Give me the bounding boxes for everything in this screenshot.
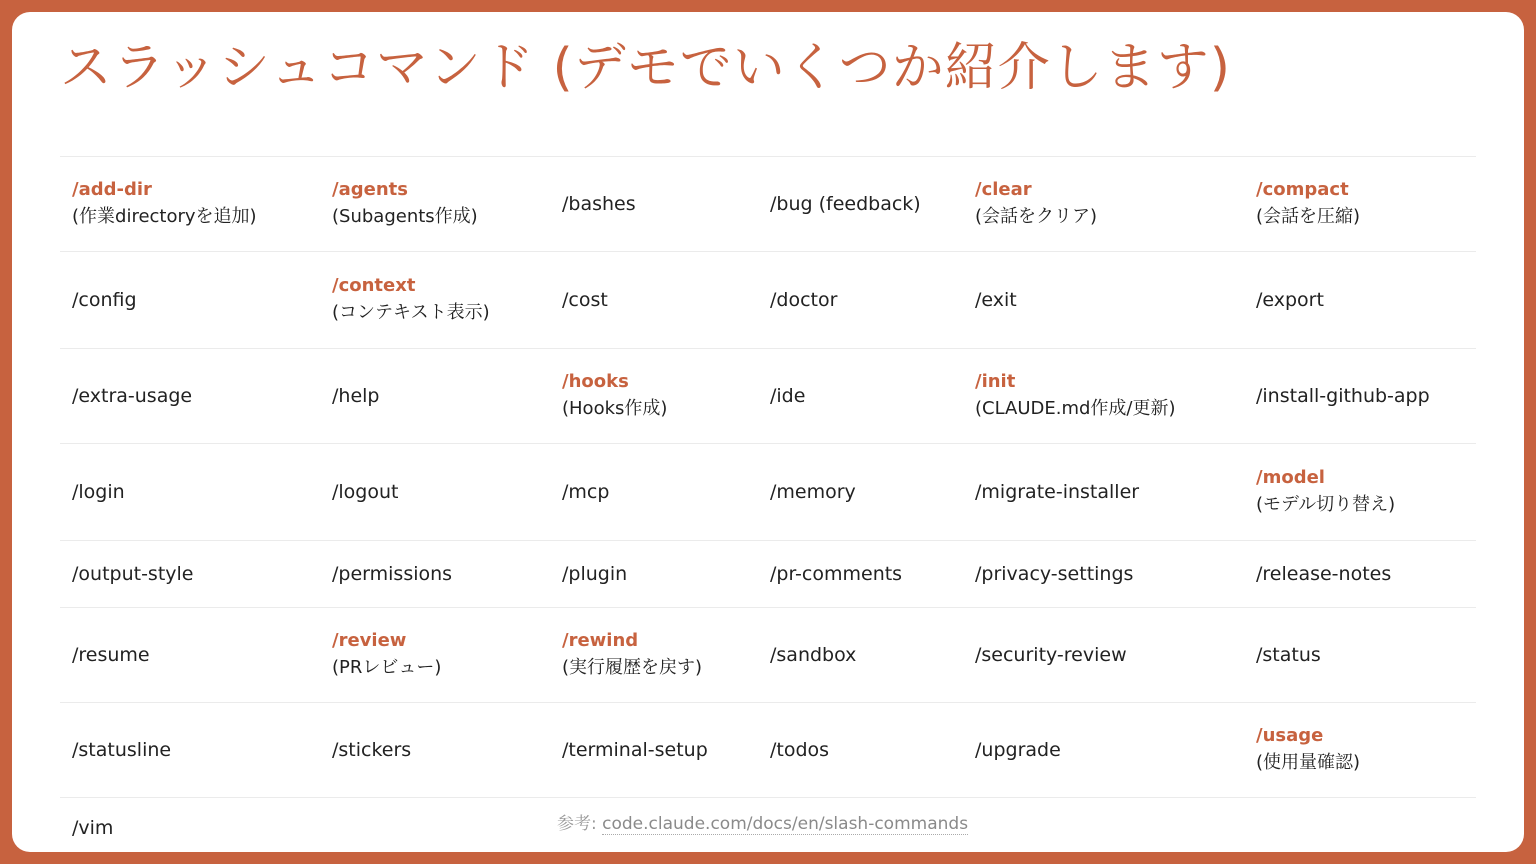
command-name: /memory (770, 481, 856, 503)
command-cell (758, 349, 963, 443)
command-cell (320, 608, 550, 702)
command-table (60, 156, 1476, 852)
command-cell (60, 798, 320, 852)
command-cell (758, 608, 963, 702)
command-name: /privacy-settings (975, 563, 1134, 585)
command-name: /extra-usage (72, 385, 193, 407)
command-cell (550, 252, 758, 348)
command-name: /bug (feedback) (770, 193, 921, 215)
command-cell (60, 349, 320, 443)
command-name: /terminal-setup (562, 739, 708, 761)
command-cell (60, 608, 320, 702)
command-description: (作業directoryを追加) (72, 206, 257, 227)
command-name: /review (332, 630, 407, 651)
command-description: (実行履歴を戻す) (562, 657, 703, 678)
command-description: (コンテキスト表示) (332, 302, 490, 323)
command-name: /doctor (770, 289, 838, 311)
command-cell (60, 541, 320, 607)
command-name: /compact (1256, 179, 1349, 200)
command-name: /exit (975, 289, 1017, 311)
command-name: /pr-comments (770, 563, 903, 585)
command-description: (使用量確認) (1256, 752, 1361, 773)
command-cell (1244, 608, 1476, 702)
command-name: /usage (1256, 725, 1324, 746)
command-cell (320, 444, 550, 540)
command-cell (320, 252, 550, 348)
command-description: (Subagents作成) (332, 206, 478, 227)
command-name: /release-notes (1256, 563, 1392, 585)
table-row (60, 444, 1476, 541)
table-row (60, 252, 1476, 349)
table-row (60, 703, 1476, 798)
command-name: /stickers (332, 739, 412, 761)
command-cell (963, 608, 1244, 702)
command-name: /logout (332, 481, 399, 503)
source-link[interactable]: code.claude.com/docs/en/slash-commands (602, 814, 969, 834)
command-name: /export (1256, 289, 1324, 311)
command-name: /sandbox (770, 644, 857, 666)
slide (12, 12, 1524, 852)
command-cell (60, 252, 320, 348)
source-note (557, 809, 968, 834)
command-cell (758, 444, 963, 540)
command-cell (963, 541, 1244, 607)
command-name: /ide (770, 385, 806, 407)
command-name: /permissions (332, 563, 453, 585)
command-name: /add-dir (72, 179, 152, 200)
command-cell (320, 541, 550, 607)
command-cell (758, 703, 963, 797)
command-name: /status (1256, 644, 1321, 666)
command-name: /bashes (562, 193, 636, 215)
command-cell (550, 444, 758, 540)
command-name: /resume (72, 644, 150, 666)
command-cell (550, 541, 758, 607)
command-cell (758, 541, 963, 607)
table-row (60, 349, 1476, 444)
command-name: /statusline (72, 739, 172, 761)
command-name: /clear (975, 179, 1032, 200)
command-cell (1244, 157, 1476, 251)
table-row (60, 157, 1476, 252)
command-name: /output-style (72, 563, 194, 585)
command-name: /agents (332, 179, 408, 200)
table-row (60, 541, 1476, 608)
command-name: /init (975, 371, 1016, 392)
command-description: (会話を圧縮) (1256, 206, 1361, 227)
command-name: /config (72, 289, 137, 311)
command-name: /model (1256, 467, 1325, 488)
table-row (60, 608, 1476, 703)
command-cell (963, 157, 1244, 251)
command-cell (60, 703, 320, 797)
page-title: スラッシュコマンド (デモでいくつか紹介します) (60, 38, 1232, 98)
command-cell (550, 608, 758, 702)
command-cell (320, 349, 550, 443)
command-cell (550, 157, 758, 251)
command-cell (963, 703, 1244, 797)
command-name: /plugin (562, 563, 628, 585)
command-name: /context (332, 275, 416, 296)
command-cell (963, 349, 1244, 443)
command-name: /hooks (562, 371, 629, 392)
command-description: (Hooks作成) (562, 398, 668, 419)
command-name: /mcp (562, 481, 610, 503)
command-cell (758, 252, 963, 348)
command-cell (1244, 541, 1476, 607)
command-name: /login (72, 481, 125, 503)
command-cell (963, 252, 1244, 348)
command-description: (会話をクリア) (975, 206, 1098, 227)
command-name: /rewind (562, 630, 639, 651)
command-name: /security-review (975, 644, 1127, 666)
command-name: /upgrade (975, 739, 1061, 761)
command-cell (550, 703, 758, 797)
command-cell (1244, 252, 1476, 348)
command-name: /vim (72, 817, 114, 839)
command-cell (320, 703, 550, 797)
command-cell (320, 157, 550, 251)
command-name: /todos (770, 739, 830, 761)
command-cell (60, 444, 320, 540)
command-cell (550, 349, 758, 443)
command-cell (963, 444, 1244, 540)
command-name: /install-github-app (1256, 385, 1430, 407)
command-cell (1244, 703, 1476, 797)
command-description: (モデル切り替え) (1256, 494, 1396, 515)
command-description: (CLAUDE.md作成/更新) (975, 398, 1176, 419)
command-cell (60, 157, 320, 251)
command-description: (PRレビュー) (332, 657, 442, 678)
command-name: /help (332, 385, 380, 407)
command-cell (1244, 349, 1476, 443)
command-name: /cost (562, 289, 608, 311)
source-label: 参考: (557, 814, 603, 834)
command-name: /migrate-installer (975, 481, 1140, 503)
command-cell (1244, 444, 1476, 540)
command-cell (758, 157, 963, 251)
